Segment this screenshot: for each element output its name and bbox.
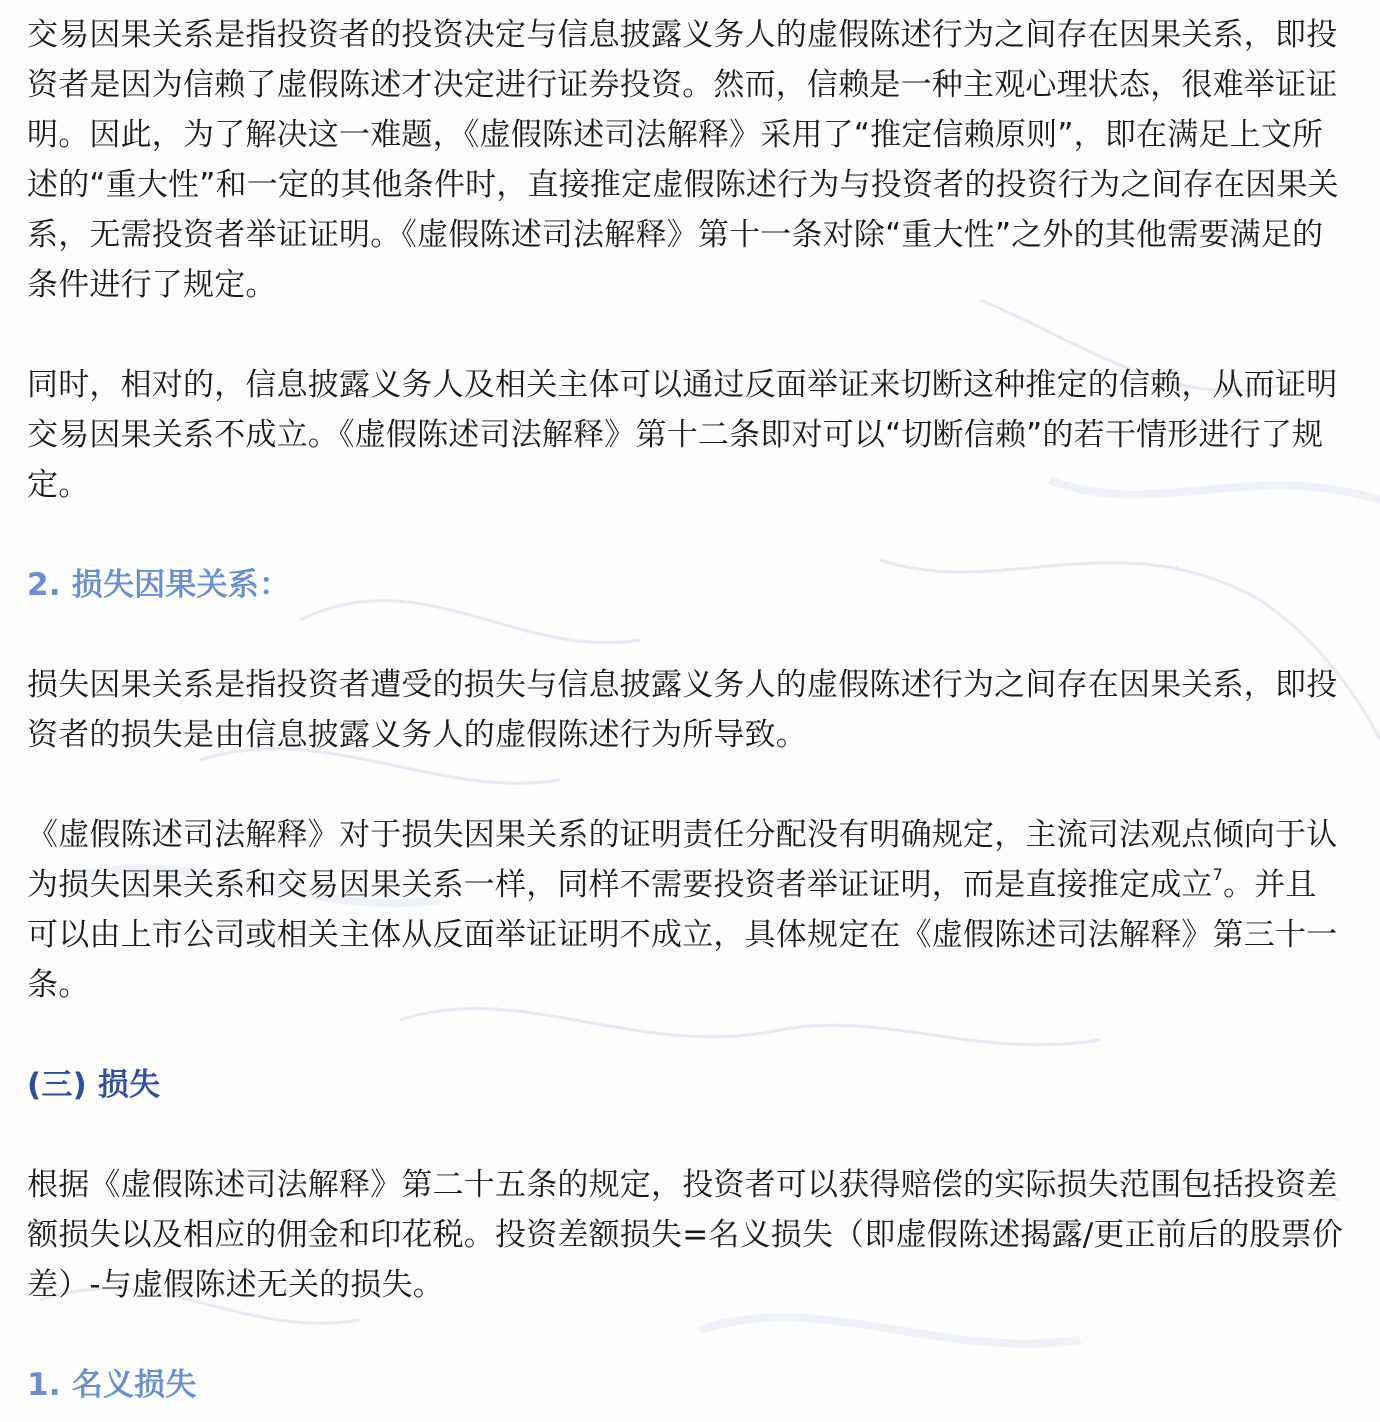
paragraph-transaction-causation: 交易因果关系是指投资者的投资决定与信息披露义务人的虚假陈述行为之间存在因果关系，即投资者是因为信赖了虚假陈述才决定进行证券投资。然而，信赖是一种主观心理状态，很难举证证明。因此，为了解决这一难题，《虚假陈述司法解释》采用了“推定信赖原则”，即在满足上文所述的“重大性”和一定的其他条件时，直接推定虚假陈述行为与投资者的投资行为之间存在因果关系，无需投资者举证证明。《虚假陈述司法解释》第十一条对除“重大性”之外的其他需要满足的条件进行了规定。: [27, 17, 1339, 303]
paragraph-burden-part1: 《虚假陈述司法解释》对于损失因果关系的证明责任分配没有明确规定，主流司法观点倾向于认为损失因果关系和交易因果关系一样，同样不需要投资者举证证明，而是直接推定成立: [27, 817, 1338, 903]
section-heading-loss: (三) 损失: [27, 1067, 161, 1103]
paragraph-actual-loss: 根据《虚假陈述司法解释》第二十五条的规定，投资者可以获得赔偿的实际损失范围包括投资差额损失以及相应的佣金和印花税。投资差额损失=名义损失（即虚假陈述揭露/更正前后的股票价差）-与虚假陈述无关的损失。: [27, 1167, 1344, 1303]
paragraph-burden-part2: 。并且可以由上市公司或相关主体从反面举证证明不成立，具体规定在《虚假陈述司法解释》第三十一条。: [27, 867, 1338, 1003]
paragraph-burden-of-proof: [27, 810, 1345, 1010]
paragraph-rebuttal: 同时，相对的，信息披露义务人及相关主体可以通过反面举证来切断这种推定的信赖，从而证明交易因果关系不成立。《虚假陈述司法解释》第十二条即对可以“切断信赖”的若干情形进行了规定。: [27, 367, 1338, 503]
article-body: [27, 10, 1345, 1410]
paragraph-loss-causation: 损失因果关系是指投资者遭受的损失与信息披露义务人的虚假陈述行为之间存在因果关系，即投资者的损失是由信息披露义务人的虚假陈述行为所导致。: [27, 667, 1338, 753]
subheading-nominal-loss: 1. 名义损失: [27, 1367, 197, 1403]
subheading-loss-causation: 2. 损失因果关系：: [27, 567, 291, 603]
footnote-marker[interactable]: 7: [1212, 864, 1223, 884]
